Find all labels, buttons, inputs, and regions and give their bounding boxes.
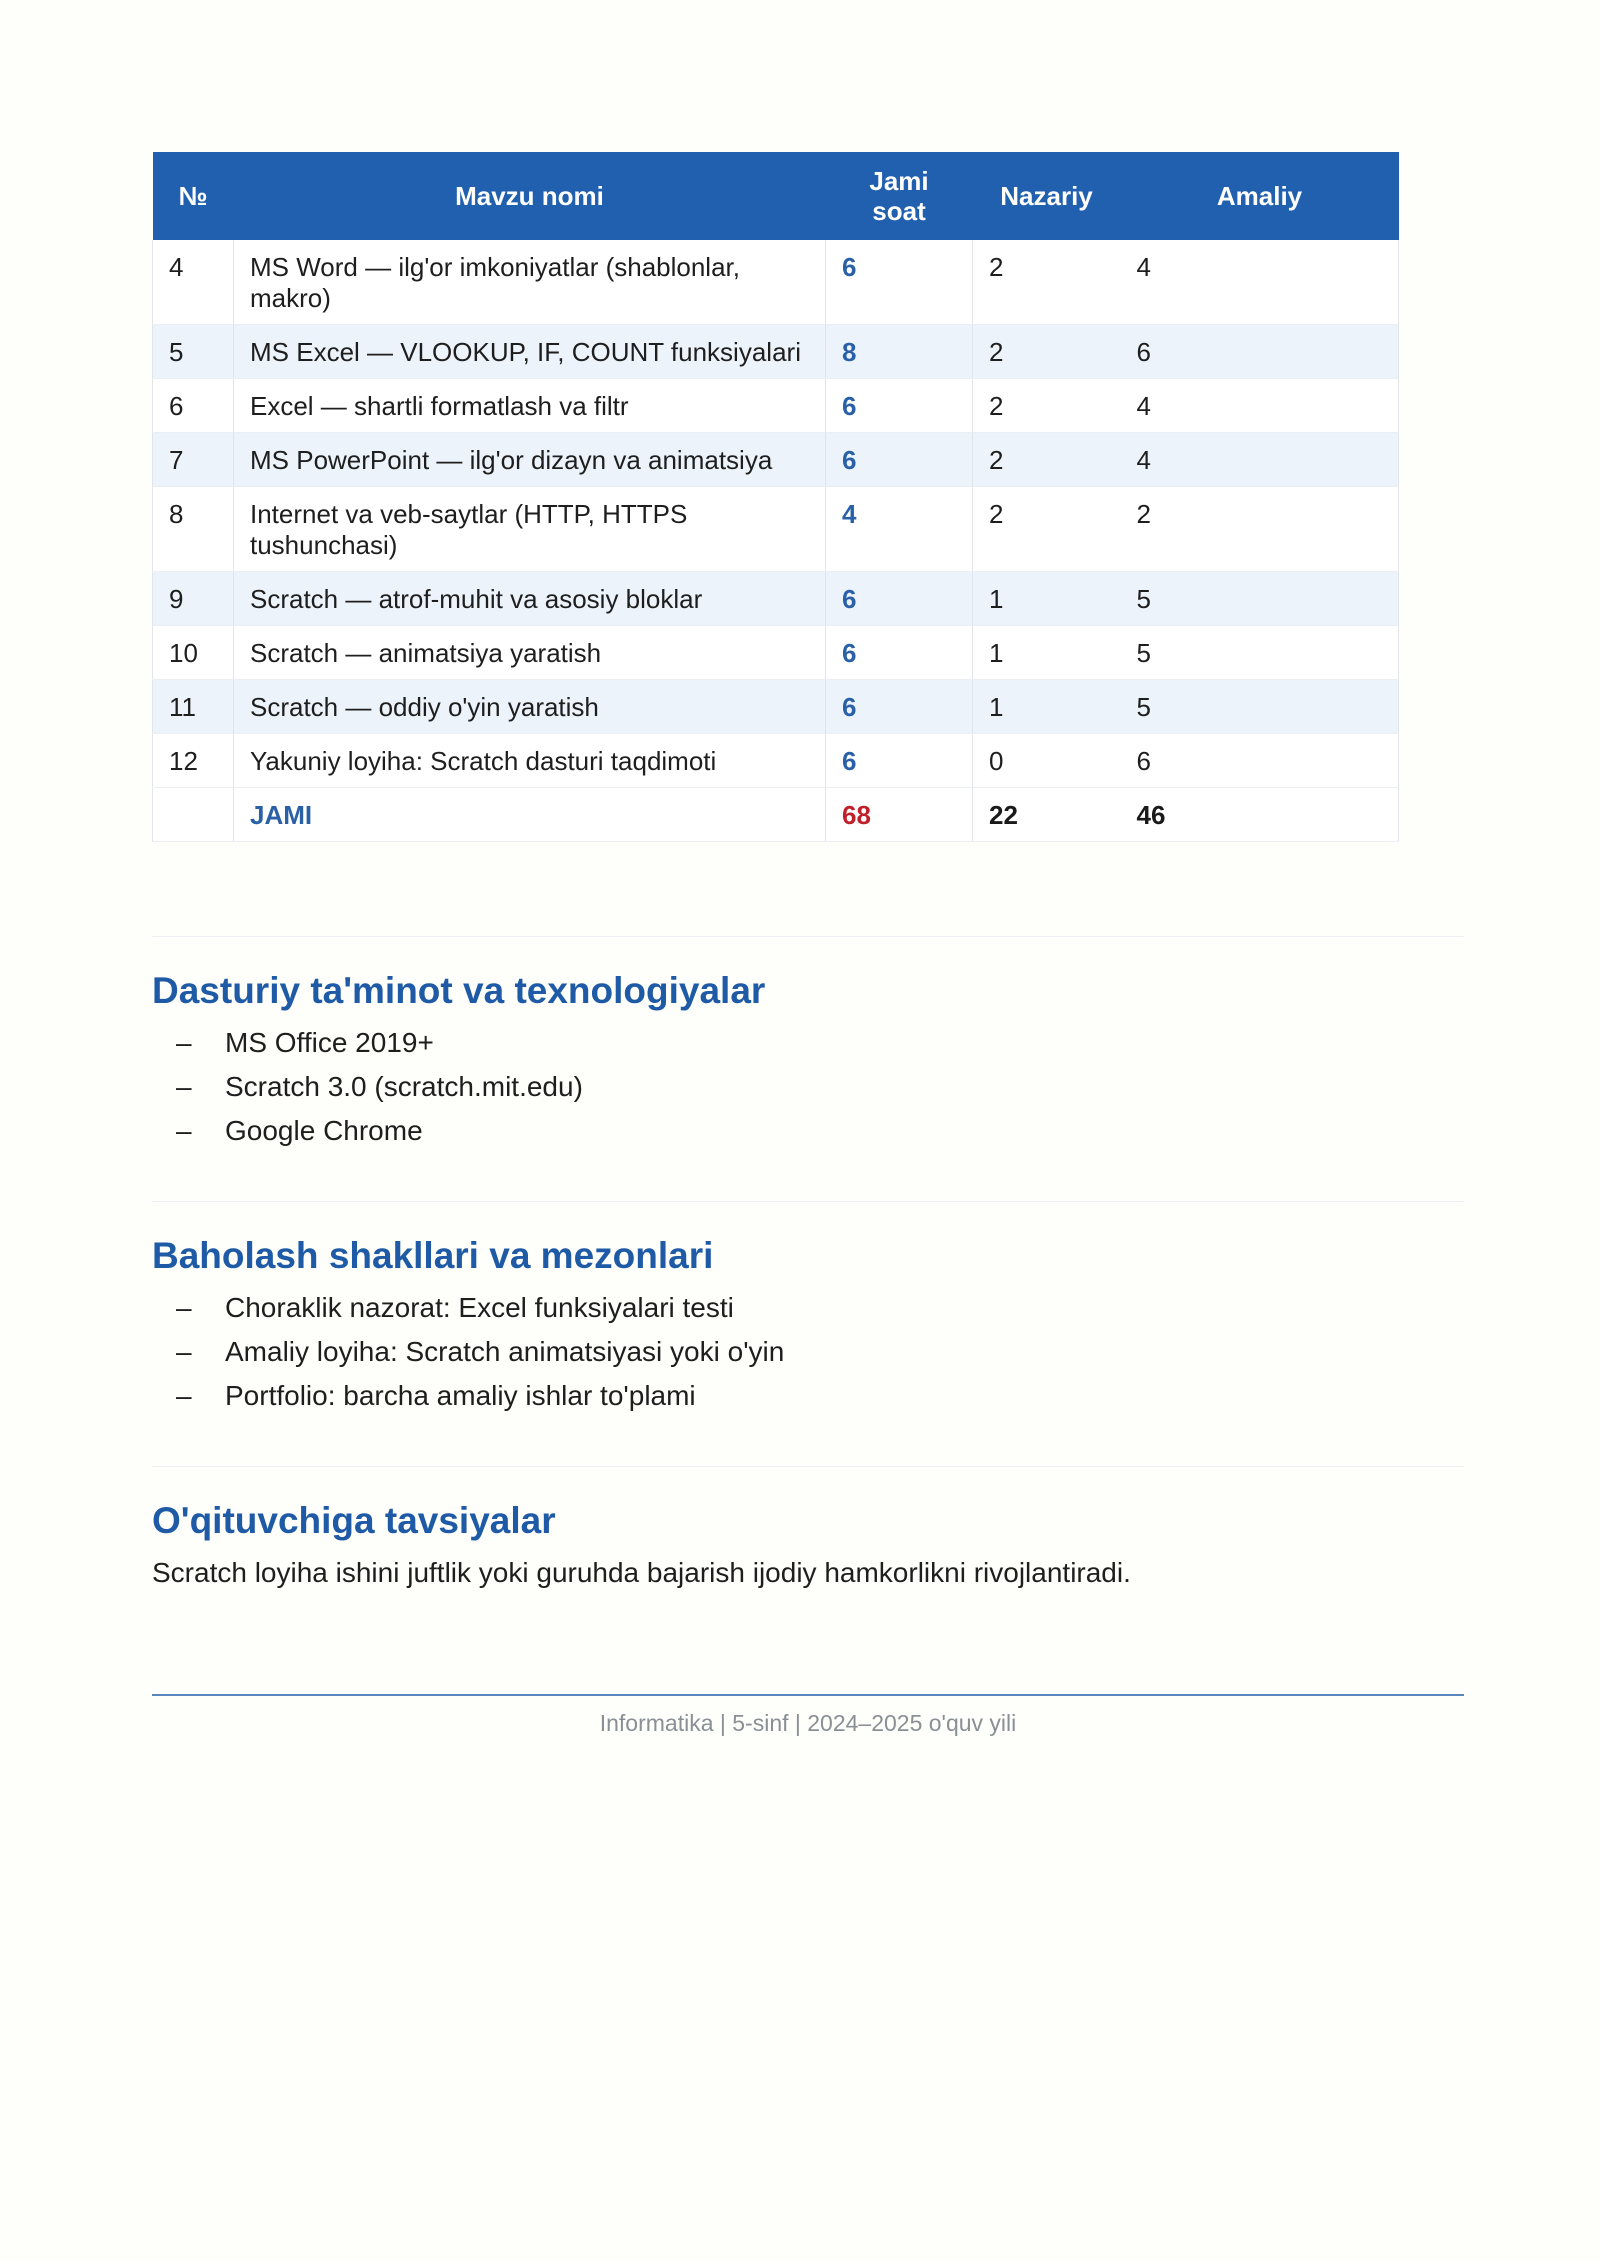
cell-total: 6 xyxy=(826,240,973,325)
table-row xyxy=(153,734,1399,788)
teacher-section xyxy=(152,1499,1464,1595)
cell-topic: Excel — shartli formatlash va filtr xyxy=(234,379,826,433)
curriculum-table xyxy=(152,152,1399,842)
cell-total: 6 xyxy=(826,379,973,433)
bullet-dash: – xyxy=(176,1115,192,1146)
table-row xyxy=(153,240,1399,325)
cell-number: 7 xyxy=(153,433,234,487)
cell-number: 8 xyxy=(153,487,234,572)
cell-practice: 2 xyxy=(1121,487,1399,572)
footer-text: Informatika | 5-sinf | 2024–2025 o'quv yili xyxy=(599,1710,1017,1736)
list-item-text: Google Chrome xyxy=(225,1115,423,1146)
document-page xyxy=(152,152,1464,1595)
footer-divider xyxy=(152,1694,1464,1696)
cell-total: 6 xyxy=(826,680,973,734)
teacher-note: Scratch loyiha ishini juftlik yoki guruhda bajarish ijodiy hamkorlikni rivojlantiradi. xyxy=(152,1557,1131,1588)
header-total-line2: soat xyxy=(872,196,926,226)
table-row xyxy=(153,379,1399,433)
list-item xyxy=(152,1330,1464,1374)
software-section xyxy=(152,969,1464,1153)
bullet-dash: – xyxy=(176,1380,192,1411)
cell-theory: 2 xyxy=(973,240,1121,325)
cell-theory: 2 xyxy=(973,325,1121,379)
cell-topic: Scratch — atrof-muhit va asosiy bloklar xyxy=(234,572,826,626)
list-item-text: Portfolio: barcha amaliy ishlar to'plami xyxy=(225,1380,696,1411)
header-topic: Mavzu nomi xyxy=(234,152,826,240)
cell-theory: 1 xyxy=(973,680,1121,734)
list-item-text: Choraklik nazorat: Excel funksiyalari testi xyxy=(225,1292,734,1323)
cell-number: 6 xyxy=(153,379,234,433)
cell-topic: MS Word — ilg'or imkoniyatlar (shablonlar, makro) xyxy=(234,240,826,325)
cell-topic: Scratch — oddiy o'yin yaratish xyxy=(234,680,826,734)
table-header-row xyxy=(153,152,1399,240)
table-row xyxy=(153,680,1399,734)
cell-number: 5 xyxy=(153,325,234,379)
section-divider xyxy=(152,936,1464,937)
header-number: № xyxy=(153,152,234,240)
cell-practice: 4 xyxy=(1121,379,1399,433)
cell-topic: Yakuniy loyiha: Scratch dasturi taqdimoti xyxy=(234,734,826,788)
section-heading: Baholash shakllari va mezonlari xyxy=(152,1235,714,1276)
bullet-dash: – xyxy=(176,1071,192,1102)
header-theory: Nazariy xyxy=(973,152,1121,240)
practice-sum: 46 xyxy=(1121,788,1399,842)
list-item-text: MS Office 2019+ xyxy=(225,1027,434,1058)
list-item xyxy=(152,1109,1464,1153)
cell-practice: 5 xyxy=(1121,572,1399,626)
section-heading: Dasturiy ta'minot va texnologiyalar xyxy=(152,970,766,1011)
cell-practice: 6 xyxy=(1121,734,1399,788)
cell-theory: 0 xyxy=(973,734,1121,788)
cell-number: 10 xyxy=(153,626,234,680)
cell-theory: 2 xyxy=(973,487,1121,572)
cell-topic: Scratch — animatsiya yaratish xyxy=(234,626,826,680)
cell-practice: 4 xyxy=(1121,433,1399,487)
software-list xyxy=(152,1021,1464,1153)
header-practice: Amaliy xyxy=(1121,152,1399,240)
table-row xyxy=(153,626,1399,680)
cell-practice: 4 xyxy=(1121,240,1399,325)
list-item-text: Amaliy loyiha: Scratch animatsiyasi yoki o'yin xyxy=(225,1336,785,1367)
cell-number: 12 xyxy=(153,734,234,788)
header-total-line1: Jami xyxy=(869,166,929,196)
cell-number: 4 xyxy=(153,240,234,325)
table-row xyxy=(153,433,1399,487)
table-row xyxy=(153,572,1399,626)
theory-sum: 22 xyxy=(973,788,1121,842)
table-total-row xyxy=(153,788,1399,842)
cell-practice: 5 xyxy=(1121,626,1399,680)
list-item-text: Scratch 3.0 (scratch.mit.edu) xyxy=(225,1071,583,1102)
cell-topic: Internet va veb-saytlar (HTTP, HTTPS tushunchasi) xyxy=(234,487,826,572)
cell-total: 6 xyxy=(826,572,973,626)
total-label: JAMI xyxy=(234,788,826,842)
section-divider xyxy=(152,1201,1464,1202)
cell-topic: MS Excel — VLOOKUP, IF, COUNT funksiyalari xyxy=(234,325,826,379)
cell-theory: 2 xyxy=(973,433,1121,487)
cell-total: 4 xyxy=(826,487,973,572)
cell-total: 8 xyxy=(826,325,973,379)
cell-number: 11 xyxy=(153,680,234,734)
cell-theory: 2 xyxy=(973,379,1121,433)
cell-theory: 1 xyxy=(973,572,1121,626)
total-hours-sum: 68 xyxy=(826,788,973,842)
table-row xyxy=(153,487,1399,572)
cell-total: 6 xyxy=(826,433,973,487)
section-divider xyxy=(152,1466,1464,1467)
list-item xyxy=(152,1374,1464,1418)
cell-theory: 1 xyxy=(973,626,1121,680)
list-item xyxy=(152,1021,1464,1065)
assessment-section xyxy=(152,1234,1464,1418)
cell-practice: 6 xyxy=(1121,325,1399,379)
cell-number: 9 xyxy=(153,572,234,626)
bullet-dash: – xyxy=(176,1292,192,1323)
cell-total: 6 xyxy=(826,734,973,788)
cell-total: 6 xyxy=(826,626,973,680)
table-row xyxy=(153,325,1399,379)
cell-practice: 5 xyxy=(1121,680,1399,734)
cell-topic: MS PowerPoint — ilg'or dizayn va animatsiya xyxy=(234,433,826,487)
cell-number-empty xyxy=(153,788,234,842)
bullet-dash: – xyxy=(176,1027,192,1058)
section-heading: O'qituvchiga tavsiyalar xyxy=(152,1500,556,1541)
header-total-hours xyxy=(826,152,973,240)
bullet-dash: – xyxy=(176,1336,192,1367)
list-item xyxy=(152,1065,1464,1109)
list-item xyxy=(152,1286,1464,1330)
assessment-list xyxy=(152,1286,1464,1418)
